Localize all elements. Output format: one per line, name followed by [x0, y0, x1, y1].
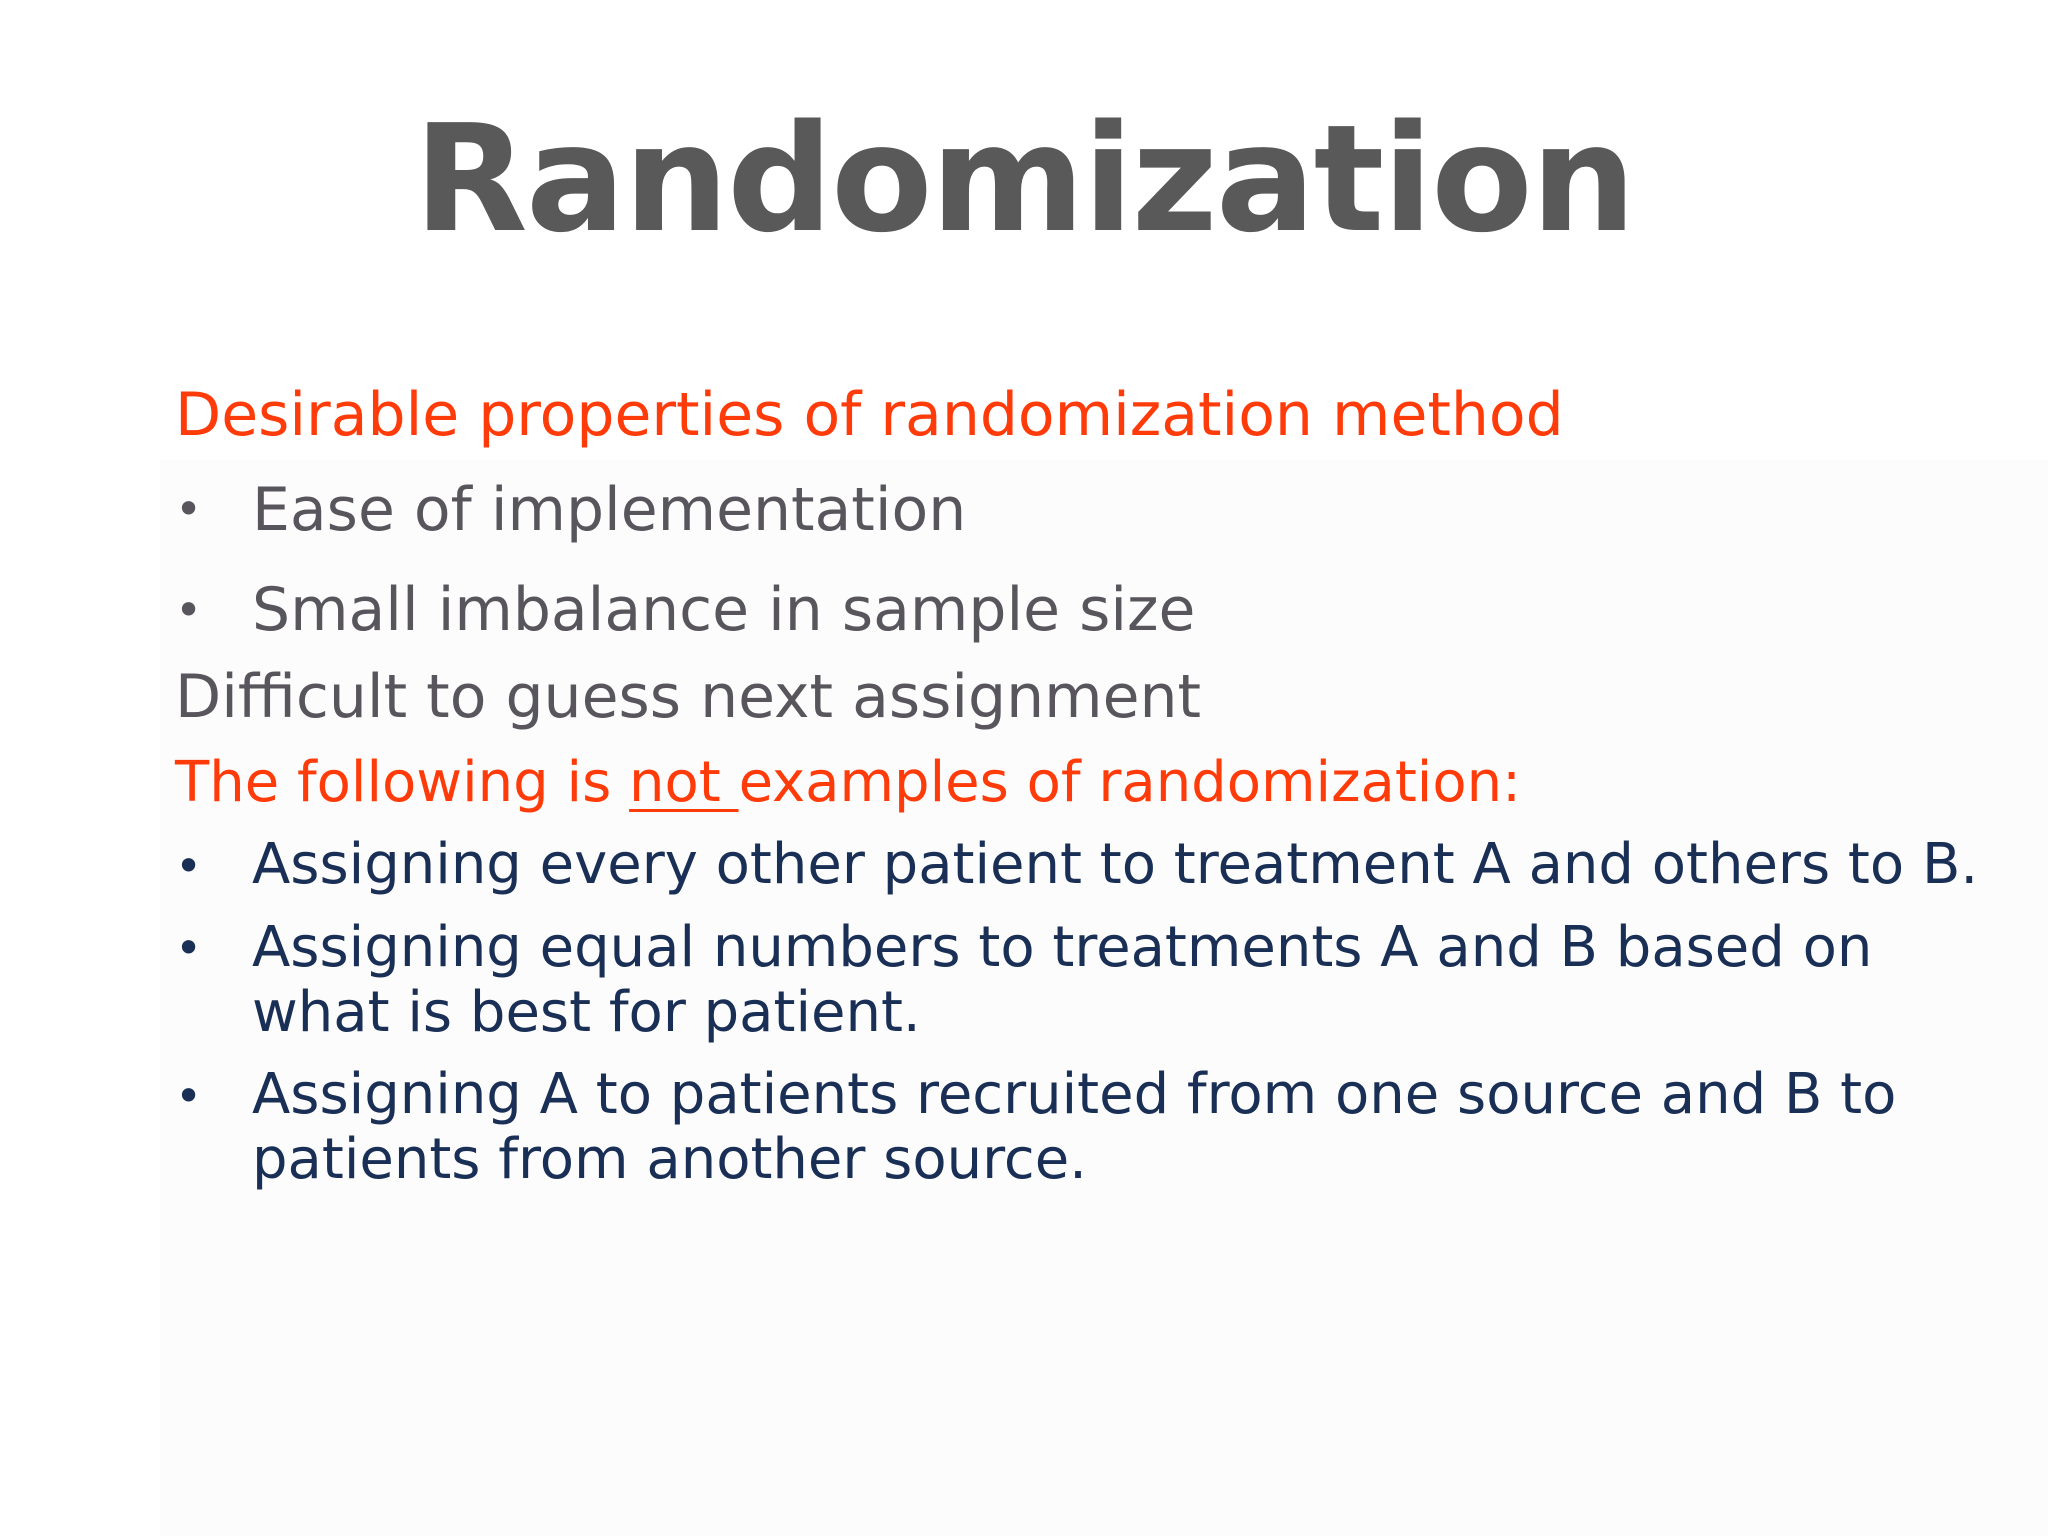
- bullet-icon: •: [175, 921, 203, 975]
- not-example-3-line-2: patients from another source.: [252, 1127, 1087, 1192]
- not-heading-emphasis: not: [629, 750, 739, 815]
- properties-heading: Desirable properties of randomization method: [175, 380, 1564, 450]
- bullet-icon: •: [175, 1069, 203, 1123]
- bullet-icon: •: [175, 839, 203, 893]
- properties-bullet-1: Ease of implementation: [252, 475, 967, 545]
- not-example-2-line-2: what is best for patient.: [252, 980, 921, 1045]
- not-heading-after: examples of randomization:: [738, 750, 1521, 815]
- not-heading-before: The following is: [175, 750, 630, 815]
- bullet-icon: •: [175, 583, 203, 637]
- slide-title: Randomization: [413, 93, 1635, 265]
- not-example-2-line-1: Assigning equal numbers to treatments A and B based on: [252, 915, 1873, 980]
- not-example-1-line-1: Assigning every other patient to treatment A and others to B.: [252, 832, 1979, 897]
- not-example-3-line-1: Assigning A to patients recruited from one source and B to: [252, 1062, 1897, 1127]
- not-examples-heading: [175, 750, 1521, 815]
- bullet-icon: •: [175, 482, 203, 536]
- properties-extra: Difficult to guess next assignment: [175, 662, 1202, 732]
- properties-bullet-2: Small imbalance in sample size: [252, 575, 1196, 645]
